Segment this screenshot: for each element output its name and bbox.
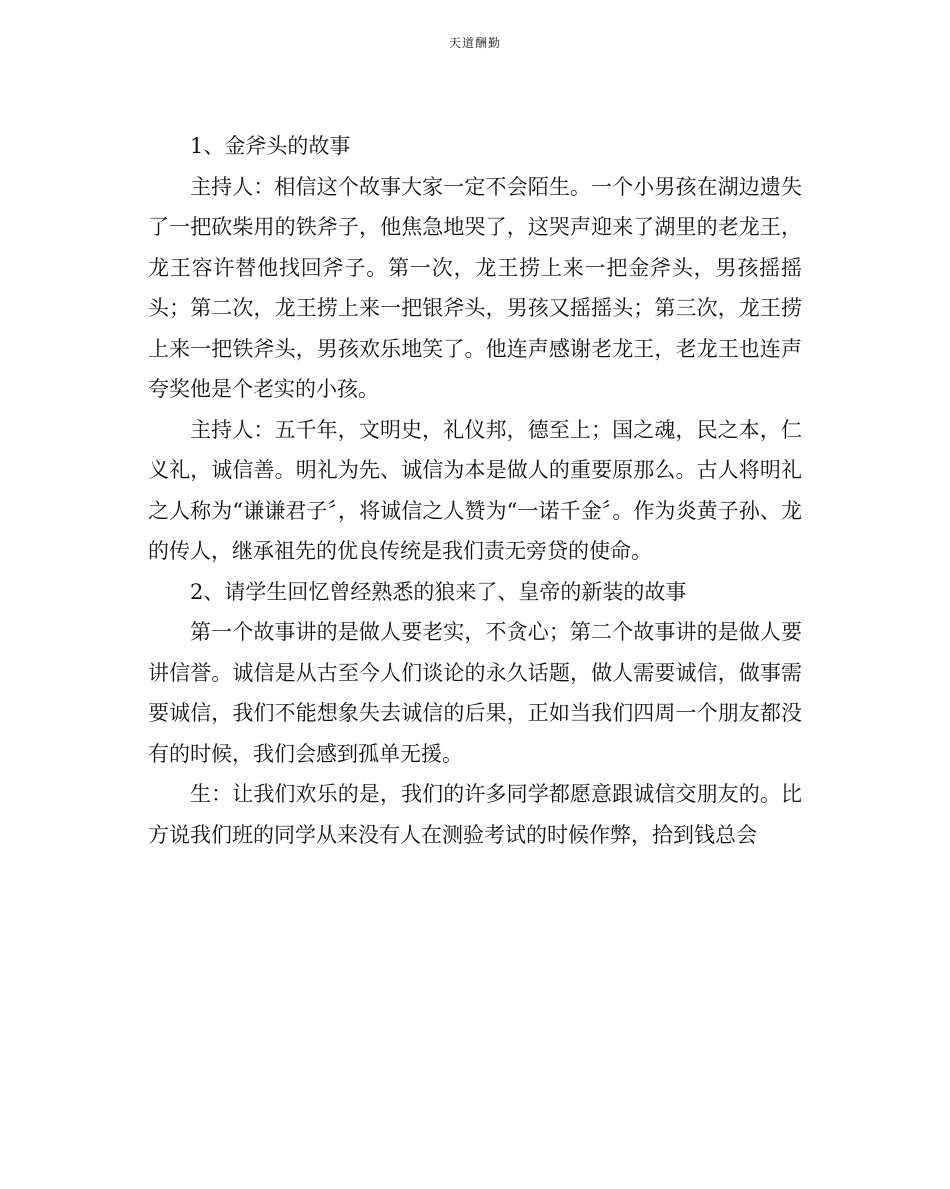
paragraph-story-lessons: 第一个故事讲的是做人要老实，不贪心；第二个故事讲的是做人要讲信誉。诚信是从古至今人们谈论的永久话题，做人需要诚信，做事需要诚信，我们不能想象失去诚信的后果，正如当我们四周一个朋友都没有的时候，我们会感到孤单无援。 bbox=[148, 620, 802, 766]
paragraph-host-story: 主持人：相信这个故事大家一定不会陌生。一个小男孩在湖边遗失了一把砍柴用的铁斧子，他焦急地哭了，这哭声迎来了湖里的老龙王，龙王容许替他找回斧子。第一次，龙王捞上来一把金斧头，男孩摇摇头；第二次，龙王捞上来一把银斧头，男孩又摇摇头；第三次，龙王捞上来一把铁斧头，男孩欢乐地笑了。他连声感谢老龙王，老龙王也连声夸奖他是个老实的小孩。 bbox=[148, 174, 802, 401]
paragraph-host-virtue: 主持人：五千年，文明史，礼仪邦，德至上；国之魂，民之本，仁义礼，诚信善。明礼为先、诚信为本是做人的重要原那么。古人将明礼之人称为“谦谦君子〞，将诚信之人赞为“一诺千金〞。作为炎黄子孙、龙的传人，继承祖先的优良传统是我们责无旁贷的使命。 bbox=[148, 417, 802, 563]
document-body bbox=[148, 126, 802, 855]
page-header: 天道酬勤 bbox=[448, 36, 501, 50]
paragraph-student-speech: 生：让我们欢乐的是，我们的许多同学都愿意跟诚信交朋友的。比方说我们班的同学从来没有人在测验考试的时候作弊，拾到钱总会 bbox=[148, 782, 802, 847]
paragraph-section-1-heading: 1、金斧头的故事 bbox=[190, 134, 351, 158]
paragraph-section-2-heading: 2、请学生回忆曾经熟悉的狼来了、皇帝的新装的故事 bbox=[190, 579, 687, 604]
